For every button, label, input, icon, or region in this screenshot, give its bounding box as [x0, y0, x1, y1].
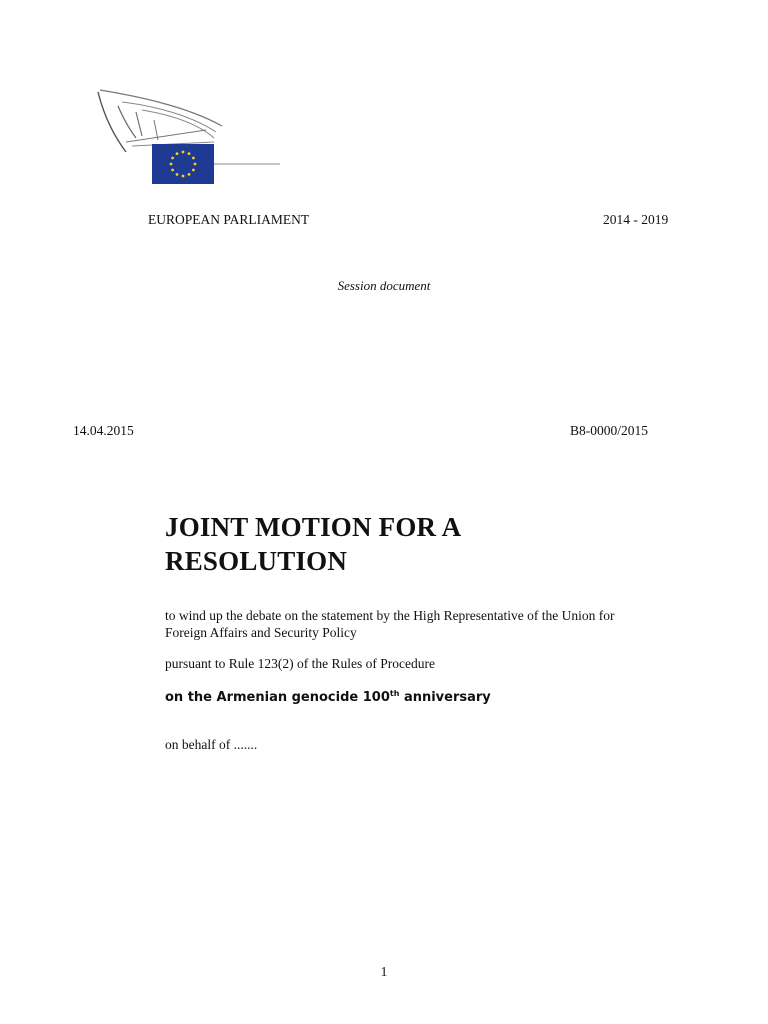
subject-suffix: anniversary — [399, 690, 491, 705]
parliamentary-term: 2014 - 2019 — [603, 212, 669, 227]
resolution-subject — [165, 689, 491, 705]
european-parliament-logo — [96, 86, 282, 188]
page-number: 1 — [380, 964, 388, 979]
document-title — [165, 510, 585, 578]
procedure-rule: pursuant to Rule 123(2) of the Rules of Procedure — [165, 656, 435, 671]
windup-line-1: to wind up the debate on the statement by the High Representative of the Union for — [165, 608, 615, 623]
subject-text: on the Armenian genocide 100 — [165, 690, 390, 705]
windup-statement — [165, 607, 705, 641]
on-behalf-of: on behalf of ....... — [165, 737, 258, 752]
document-reference: B8-0000/2015 — [570, 423, 649, 438]
eu-flag-icon — [152, 144, 214, 184]
document-type: Session document — [337, 278, 431, 293]
institution-name: EUROPEAN PARLIAMENT — [148, 212, 310, 227]
title-line-2: RESOLUTION — [165, 546, 348, 576]
document-date: 14.04.2015 — [73, 423, 134, 438]
parliament-emblem-icon — [96, 86, 282, 188]
subject-superscript: th — [389, 689, 400, 698]
title-line-1: JOINT MOTION FOR A — [165, 512, 462, 542]
windup-line-2: Foreign Affairs and Security Policy — [165, 625, 357, 640]
